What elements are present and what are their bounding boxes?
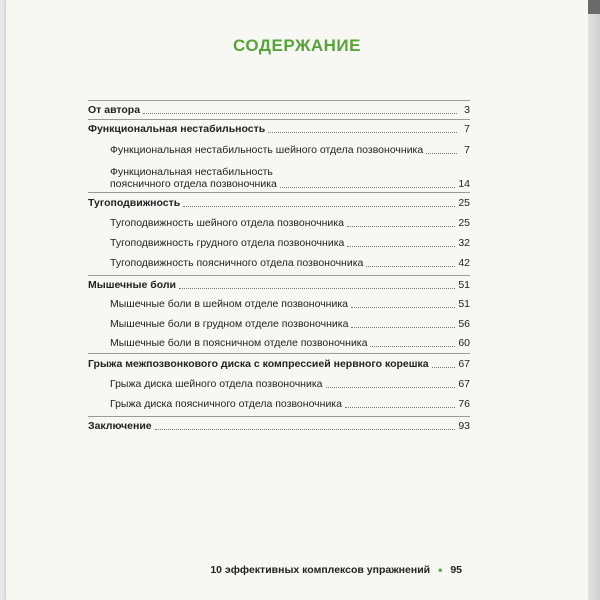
- toc-entry-page: 51: [458, 298, 470, 310]
- section-divider: [88, 100, 470, 101]
- toc-entry-label: Функциональная нестабильность: [88, 123, 266, 135]
- toc-entry[interactable]: [110, 237, 470, 249]
- leader-dots: [432, 367, 456, 368]
- toc-entry[interactable]: [88, 123, 470, 135]
- toc-entry-page: 3: [464, 104, 470, 116]
- toc-entry-page: 25: [458, 197, 470, 209]
- toc-entry[interactable]: [110, 166, 470, 190]
- toc-entry-label: Тугоподвижность грудного отдела позвоночника: [110, 237, 345, 249]
- leader-dots: [347, 226, 455, 227]
- toc-entry[interactable]: [88, 358, 470, 370]
- corner-mark: [588, 0, 600, 14]
- section-divider: [88, 119, 470, 120]
- toc-entry-page: 56: [458, 318, 470, 330]
- toc-entry-label: Тугоподвижность шейного отдела позвоночника: [110, 217, 344, 229]
- toc-entry-label: От автора: [88, 104, 141, 116]
- toc-entry-label: Тугоподвижность: [88, 197, 181, 209]
- toc-entry[interactable]: [110, 144, 470, 156]
- toc-entry-page: 93: [458, 420, 470, 432]
- section-divider: [88, 192, 470, 193]
- toc-entry[interactable]: [110, 217, 470, 229]
- toc-entry[interactable]: [110, 398, 470, 410]
- toc-entry-page: 32: [458, 237, 470, 249]
- toc-entry-page: 51: [458, 279, 470, 291]
- toc-entry-page: 42: [458, 257, 470, 269]
- leader-dots: [366, 266, 455, 267]
- toc-entry-label: Заключение: [88, 420, 152, 432]
- toc-entry-label: Грыжа межпозвонкового диска с компрессией нервного корешка: [88, 358, 429, 370]
- leader-dots: [351, 327, 455, 328]
- footer-book-title: 10 эффективных комплексов упражнений: [210, 564, 431, 576]
- leader-dots: [183, 206, 455, 207]
- page-title: СОДЕРЖАНИЕ: [233, 36, 361, 55]
- toc-entry[interactable]: [110, 337, 470, 349]
- toc-entry-label: Грыжа диска поясничного отдела позвоночника: [110, 398, 342, 410]
- toc-entry[interactable]: [110, 318, 470, 330]
- leader-dots: [143, 113, 457, 114]
- section-divider: [88, 275, 470, 276]
- leader-dots: [268, 132, 457, 133]
- toc-entry[interactable]: [88, 197, 470, 209]
- leader-dots: [326, 387, 456, 388]
- leader-dots: [345, 407, 455, 408]
- leader-dots: [280, 187, 455, 188]
- leader-dots: [351, 307, 455, 308]
- toc-entry[interactable]: [110, 298, 470, 310]
- toc-entry-label: Функциональная нестабильность поясничного отдела позвоночника: [110, 166, 277, 190]
- toc-entry-label: Мышечные боли в шейном отделе позвоночника: [110, 298, 349, 310]
- toc-entry-label: Грыжа диска шейного отдела позвоночника: [110, 378, 323, 390]
- toc-entry-page: 25: [458, 217, 470, 229]
- toc-entry-page: 14: [458, 178, 470, 190]
- bullet-dot-icon: •: [438, 563, 443, 577]
- toc-entry[interactable]: [88, 420, 470, 432]
- toc-entry-page: 76: [458, 398, 470, 410]
- toc-entry[interactable]: [88, 104, 470, 116]
- leader-dots: [155, 429, 456, 430]
- leader-dots: [426, 153, 457, 154]
- toc-entry-page: 67: [458, 358, 470, 370]
- book-page: [6, 0, 588, 600]
- toc-entry-label: Мышечные боли в поясничном отделе позвоночника: [110, 337, 368, 349]
- page-footer: [6, 563, 462, 577]
- toc-entry-label: Функциональная нестабильность шейного отдела позвоночника: [110, 144, 424, 156]
- leader-dots: [179, 288, 455, 289]
- footer-page-number: 95: [450, 564, 462, 576]
- page-edge-shadow: [588, 0, 600, 600]
- section-divider: [88, 416, 470, 417]
- toc-entry-page: 7: [464, 123, 470, 135]
- toc-entry[interactable]: [110, 378, 470, 390]
- toc-entry-label: Мышечные боли: [88, 279, 176, 291]
- toc-entry-label: Тугоподвижность поясничного отдела позвоночника: [110, 257, 364, 269]
- leader-dots: [370, 346, 455, 347]
- toc-entry-page: 7: [464, 144, 470, 156]
- section-divider: [88, 353, 470, 354]
- toc-entry[interactable]: [110, 257, 470, 269]
- toc-entry-page: 67: [458, 378, 470, 390]
- toc-entry[interactable]: [88, 279, 470, 291]
- toc-entry-page: 60: [458, 337, 470, 349]
- leader-dots: [347, 246, 455, 247]
- toc-entry-label: Мышечные боли в грудном отделе позвоночника: [110, 318, 349, 330]
